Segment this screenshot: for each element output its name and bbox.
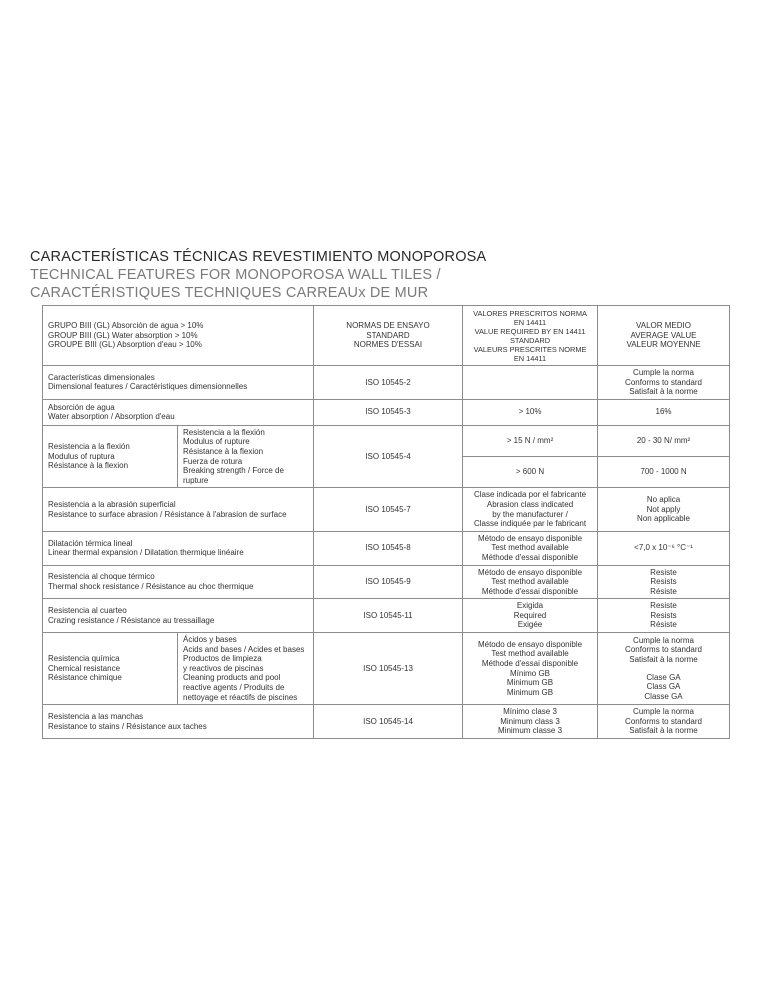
table-row [43, 599, 730, 633]
technical-features-table [42, 305, 730, 739]
value-cell: Cumple la norma Conforms to standard Satisfait à la norme [598, 705, 730, 739]
row-label: Absorción de agua Water absorption / Absorption d'eau [43, 399, 314, 425]
standard-cell: ISO 10545-9 [314, 565, 463, 599]
required-cell [463, 366, 598, 400]
required-cell: > 10% [463, 399, 598, 425]
row-label: Resistencia a la flexión Modulus of ruptura Résistance à la flexion [43, 425, 178, 488]
table-row [43, 488, 730, 531]
required-cell: Exigida Required Exigée [463, 599, 598, 633]
standard-cell: ISO 10545-14 [314, 705, 463, 739]
value-cell: Resiste Resists Résiste [598, 565, 730, 599]
table-row [43, 425, 730, 456]
table-header-row [43, 306, 730, 366]
document-title [30, 248, 750, 302]
value-cell: Cumple la norma Conforms to standard Satisfait à la norme Clase GA Class GA Classe GA [598, 633, 730, 705]
standard-cell: ISO 10545-8 [314, 531, 463, 565]
row-label: Resistencia al choque térmico Thermal shock resistance / Résistance au choc thermique [43, 565, 314, 599]
title-es: CARACTERÍSTICAS TÉCNICAS REVESTIMIENTO MONOPOROSA [30, 249, 487, 265]
required-cell: Clase indicada por el fabricante Abrasion class indicated by the manufacturer / Classe indiquée par le fabricant [463, 488, 598, 531]
title-en: TECHNICAL FEATURES FOR MONOPOROSA WALL TILES / [30, 267, 441, 283]
table-row [43, 531, 730, 565]
required-cell: Mínimo clase 3 Minimum class 3 Minimum classe 3 [463, 705, 598, 739]
value-cell: <7,0 x 10⁻⁶ °C⁻¹ [598, 531, 730, 565]
value-cell: 20 - 30 N/ mm² [598, 425, 730, 456]
row-label: Características dimensionales Dimensional features / Caractéristiques dimensionnelles [43, 366, 314, 400]
table-row [43, 633, 730, 705]
required-cell: Método de ensayo disponible Test method available Méthode d'essai disponible Mínimo GB Minimum GB Minimum GB [463, 633, 598, 705]
required-header: VALORES PRESCRITOS NORMA EN 14411 VALUE REQUIRED BY EN 14411 STANDARD VALEURS PRESCRITES NORME EN 14411 [463, 306, 598, 366]
standard-cell: ISO 10545-7 [314, 488, 463, 531]
standard-cell: ISO 10545-11 [314, 599, 463, 633]
table-row [43, 705, 730, 739]
required-cell: > 600 N [463, 457, 598, 488]
row-sublabel: Resistencia a la flexión Modulus of rupture Résistance à la flexion Fuerza de rotura Breaking strength / Force de rupture [178, 425, 314, 488]
required-cell: Método de ensayo disponible Test method available Méthode d'essai disponible [463, 565, 598, 599]
value-cell: Cumple la norma Conforms to standard Satisfait à la norme [598, 366, 730, 400]
value-cell: 700 - 1000 N [598, 457, 730, 488]
standard-cell: ISO 10545-13 [314, 633, 463, 705]
standard-cell: ISO 10545-3 [314, 399, 463, 425]
row-label: Dilatación térmica lineal Linear thermal expansion / Dilatation thermique linéaire [43, 531, 314, 565]
title-fr: CARACTÉRISTIQUES TECHNIQUES CARREAUx DE MUR [30, 285, 429, 301]
value-cell: 16% [598, 399, 730, 425]
value-cell: No aplica Not apply Non applicable [598, 488, 730, 531]
row-label: Resistencia al cuarteo Crazing resistance / Résistance au tressaillage [43, 599, 314, 633]
row-label: Resistencia química Chemical resistance Résistance chimique [43, 633, 178, 705]
standard-cell: ISO 10545-2 [314, 366, 463, 400]
row-label: Resistencia a las manchas Resistance to stains / Résistance aux taches [43, 705, 314, 739]
required-cell: > 15 N / mm² [463, 425, 598, 456]
standards-header: NORMAS DE ENSAYO STANDARD NORMES D'ESSAI [314, 306, 463, 366]
required-cell: Método de ensayo disponible Test method available Méthode d'essai disponible [463, 531, 598, 565]
group-cell: GRUPO BIII (GL) Absorción de agua > 10% GROUP BIII (GL) Water absorption > 10% GROUPE BIII (GL) Absorption d'eau > 10% [43, 306, 314, 366]
standard-cell: ISO 10545-4 [314, 425, 463, 488]
value-cell: Resiste Resists Résiste [598, 599, 730, 633]
row-sublabel: Ácidos y bases Acids and bases / Acides et bases Productos de limpieza y reactivos de piscinas Cleaning products and pool reactive agents / Produits de nettoyage et réactifs de piscines [178, 633, 314, 705]
table-row [43, 399, 730, 425]
table-row [43, 366, 730, 400]
row-label: Resistencia a la abrasión superficial Resistance to surface abrasion / Résistance à l'abrasion de surface [43, 488, 314, 531]
table-row [43, 565, 730, 599]
average-header: VALOR MEDIO AVERAGE VALUE VALEUR MOYENNE [598, 306, 730, 366]
